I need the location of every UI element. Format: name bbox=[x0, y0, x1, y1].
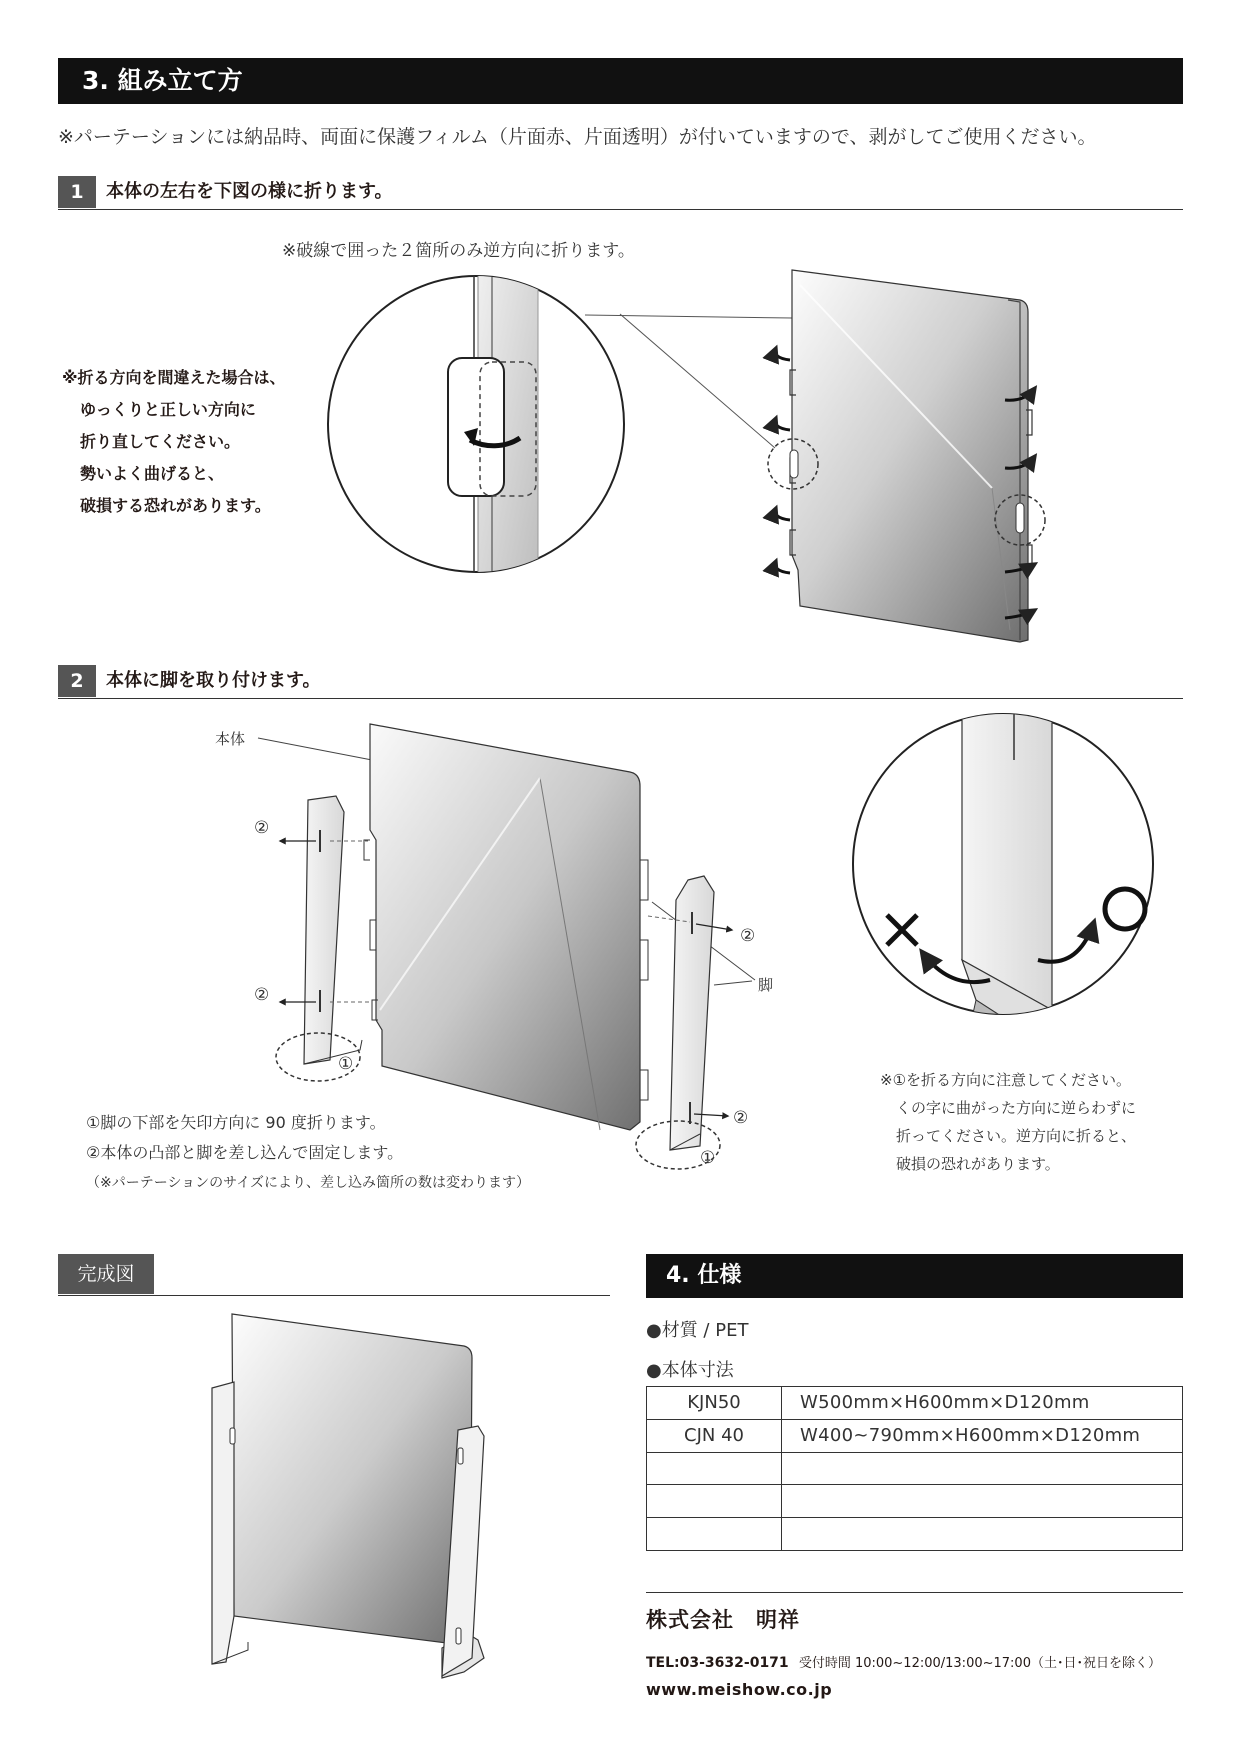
complete-illustration bbox=[208, 1306, 508, 1686]
marker-1: ① bbox=[700, 1148, 716, 1168]
magnified-leg-detail bbox=[853, 700, 1153, 1074]
fold-arrow-icons-left bbox=[775, 348, 790, 573]
instruction-line: （※パーテーションのサイズにより、差し込み箇所の数は変わります） bbox=[86, 1175, 531, 1191]
dimensions-heading: ●本体寸法 bbox=[646, 1360, 734, 1381]
table-row bbox=[647, 1387, 1183, 1420]
step2-title: 本体に脚を取り付けます。 bbox=[106, 670, 321, 691]
model-cell bbox=[647, 1485, 782, 1518]
caution-line: 折ってください。逆方向に折ると、 bbox=[896, 1127, 1137, 1145]
folded-panel bbox=[790, 270, 1032, 642]
step2-number: 2 bbox=[58, 665, 96, 697]
film-note: ※パーテーションには納品時、両面に保護フィルム（片面赤、片面透明）が付いていますので、剥がしてご使用ください。 bbox=[58, 126, 1097, 148]
section4-title: 4. 仕様 bbox=[666, 1263, 742, 1288]
model-cell bbox=[647, 1452, 782, 1485]
size-cell: W500mm×H600mm×D120mm bbox=[782, 1387, 1183, 1420]
magnified-fold-detail bbox=[328, 270, 624, 590]
left-leg bbox=[304, 796, 362, 1064]
size-cell: W400~790mm×H600mm×D120mm bbox=[782, 1419, 1183, 1452]
complete-header bbox=[58, 1254, 610, 1296]
table-row bbox=[647, 1452, 1183, 1485]
company-name: 株式会社 明祥 bbox=[646, 1608, 800, 1632]
model-cell: CJN 40 bbox=[647, 1419, 782, 1452]
zoom-line bbox=[620, 314, 775, 448]
step2-instructions bbox=[86, 1108, 530, 1198]
warning-line: 勢いよく曲げると、 bbox=[80, 464, 225, 483]
marker-2: ② bbox=[254, 985, 270, 1005]
warning-line: 折り直してください。 bbox=[80, 432, 241, 451]
caution-line: くの字に曲がった方向に逆らわずに bbox=[896, 1099, 1137, 1117]
table-row bbox=[647, 1419, 1183, 1452]
spec-table bbox=[646, 1386, 1183, 1551]
company-hours: 受付時間 10:00~12:00/13:00~17:00（土･日･祝日を除く） bbox=[798, 1656, 1161, 1671]
main-body-panel bbox=[364, 724, 648, 1130]
company-divider bbox=[646, 1592, 1183, 1593]
marker-2: ② bbox=[740, 926, 756, 946]
right-leg bbox=[670, 876, 714, 1150]
step1-number: 1 bbox=[58, 176, 96, 208]
size-cell bbox=[782, 1452, 1183, 1485]
step1-illustration bbox=[0, 0, 1241, 680]
warning-line: ※折る方向を間違えた場合は、 bbox=[62, 368, 286, 387]
company-url[interactable]: www.meishow.co.jp bbox=[646, 1680, 833, 1699]
instruction-line: ①脚の下部を矢印方向に 90 度折ります。 bbox=[86, 1113, 386, 1132]
step2-caution bbox=[880, 1066, 1136, 1178]
step1-title: 本体の左右を下図の様に折ります。 bbox=[106, 181, 393, 202]
model-cell bbox=[647, 1518, 782, 1551]
size-cell bbox=[782, 1518, 1183, 1551]
section3-title: 3. 組み立て方 bbox=[82, 66, 243, 95]
warning-line: ゆっくりと正しい方向に bbox=[80, 400, 256, 419]
label-body: 本体 bbox=[215, 730, 246, 748]
caution-line: ※①を折る方向に注意してください。 bbox=[880, 1071, 1132, 1089]
company-tel: TEL:03-3632-0171 bbox=[646, 1655, 789, 1671]
marker-2: ② bbox=[254, 818, 270, 838]
warning-line: 破損する恐れがあります。 bbox=[80, 496, 271, 515]
model-cell: KJN50 bbox=[647, 1387, 782, 1420]
size-cell bbox=[782, 1485, 1183, 1518]
dashed-note: ※破線で囲った２箇所のみ逆方向に折ります。 bbox=[282, 241, 635, 261]
complete-title: 完成図 bbox=[58, 1254, 154, 1294]
table-row bbox=[647, 1518, 1183, 1551]
instruction-line: ②本体の凸部と脚を差し込んで固定します。 bbox=[86, 1143, 404, 1162]
material: ●材質 / PET bbox=[646, 1320, 749, 1341]
section4-title-bar bbox=[646, 1254, 1183, 1298]
company-contact bbox=[646, 1652, 1161, 1671]
zoom-line bbox=[585, 315, 792, 318]
label-leg: 脚 bbox=[758, 976, 774, 994]
caution-line: 破損の恐れがあります。 bbox=[896, 1155, 1060, 1173]
marker-2: ② bbox=[733, 1108, 749, 1128]
table-row bbox=[647, 1485, 1183, 1518]
marker-1: ① bbox=[338, 1054, 354, 1074]
